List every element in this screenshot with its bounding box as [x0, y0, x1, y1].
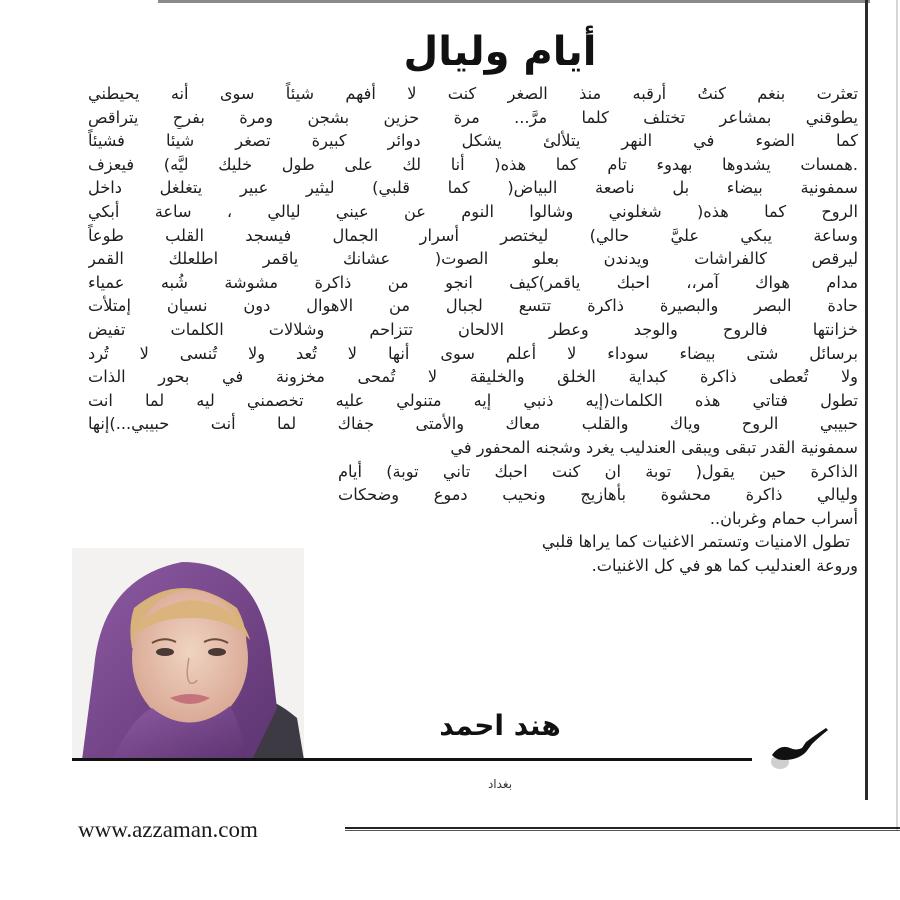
article-line: خزانتها فالروح والوجد وعطر الالحان تتزاحم وشلالات الكلمات تفيض [88, 319, 858, 339]
author-portrait-illustration [72, 548, 304, 760]
article-line: أسراب حمام وغربان.. [709, 508, 858, 528]
article-line: تعثرت بنغم كنتُ أرقبه منذ الصغر كنت لا أفهم شيئاً سوى أنه يحيطني [88, 84, 858, 103]
right-column-border [865, 0, 868, 800]
article-line: حبيبي الروح وياك والقلب معاك والأمتى جفاك لما أنت حبيبي...)إنها [88, 414, 858, 434]
article-line: وروعة العندليب كما هو في كل الاغنيات. [591, 555, 858, 575]
article-title: أيام وليال [403, 29, 597, 75]
footer-rule [345, 827, 900, 831]
author-name: هند احمد [439, 709, 561, 742]
article-line: ولا تُعطى ذاكرة كبداية الخلق والخليقة لا تُمحى مخزونة في بحور الذات [88, 367, 858, 387]
watermark [12, 873, 122, 889]
article-line: يطوقني بمشاعر تختلف كلما مرَّ... مرة حزين بشجن ومرة بفرحٍ يتراقص [88, 107, 858, 127]
article-line: الذاكرة حين يقول( توبة ان كنت احبك تاني توبة) أيام [338, 461, 858, 481]
article-line: الروح كما هذه( شغلوني وشالوا النوم عن عيني ليالي ، ساعة أبكي [88, 201, 858, 221]
bird-icon [762, 718, 842, 778]
article-line: وساعة يبكي عليَّ حالي) ليختصر أسرار الجمال فيسجد القلب طوعاً [88, 225, 858, 245]
article-body [88, 82, 858, 577]
author-city: بغداد [487, 777, 513, 791]
article-line: ليرقص كالفراشات ويدندن بعلو الصوت( عشانك ياقمر اطلعلك القمر [88, 249, 858, 269]
top-rule [158, 0, 870, 3]
article-line: مدام هواك آمر،، احبك ياقمر)كيف انجو من ذاكرة مشوشة شُبه عمياء [88, 272, 858, 292]
website-url[interactable]: www.azzaman.com [78, 817, 258, 842]
article-line: سمفونية بيضاء بل ناصعة البياض( كما قلبي) ليثير عبير يتغلغل داخل [88, 178, 858, 198]
article-line: حادة البصر والبصيرة ذاكرة تتسع لجبال من الاهوال دون نسيان إمتلأت [88, 296, 858, 316]
article-line: وليالي ذاكرة محشوة بأهازيج ونحيب دموع وضحكات [338, 485, 858, 505]
article-line: تطول فتاتي هذه الكلمات(إيه ذنبي إيه متنولي عليه تخصمني ليه لما انت [88, 390, 858, 410]
article-line: .همسات يشدوها بهدوء تام كما هذه( أنا لك على طول خليك ليَّه) فيعزف [88, 154, 858, 174]
article-line: كما الضوء في النهر يتلألئ يشكل دوائر كبيرة تصغر شيئا فشيئاً [88, 131, 858, 151]
article-line: سمفونية القدر تبقى ويبقى العندليب يغرد وشجنه المحفور في [450, 437, 858, 457]
byline-rule [72, 758, 752, 761]
author-photo [72, 548, 304, 760]
article-line: برسائل شتى بيضاء سوداء لا أعلم سوى أنها لا تُعد ولا تُنسى لا تُرد [88, 343, 858, 363]
page-edge-line [896, 0, 898, 830]
article-line: تطول الامنيات وتستمر الاغنيات كما يراها قلبي [541, 532, 850, 552]
